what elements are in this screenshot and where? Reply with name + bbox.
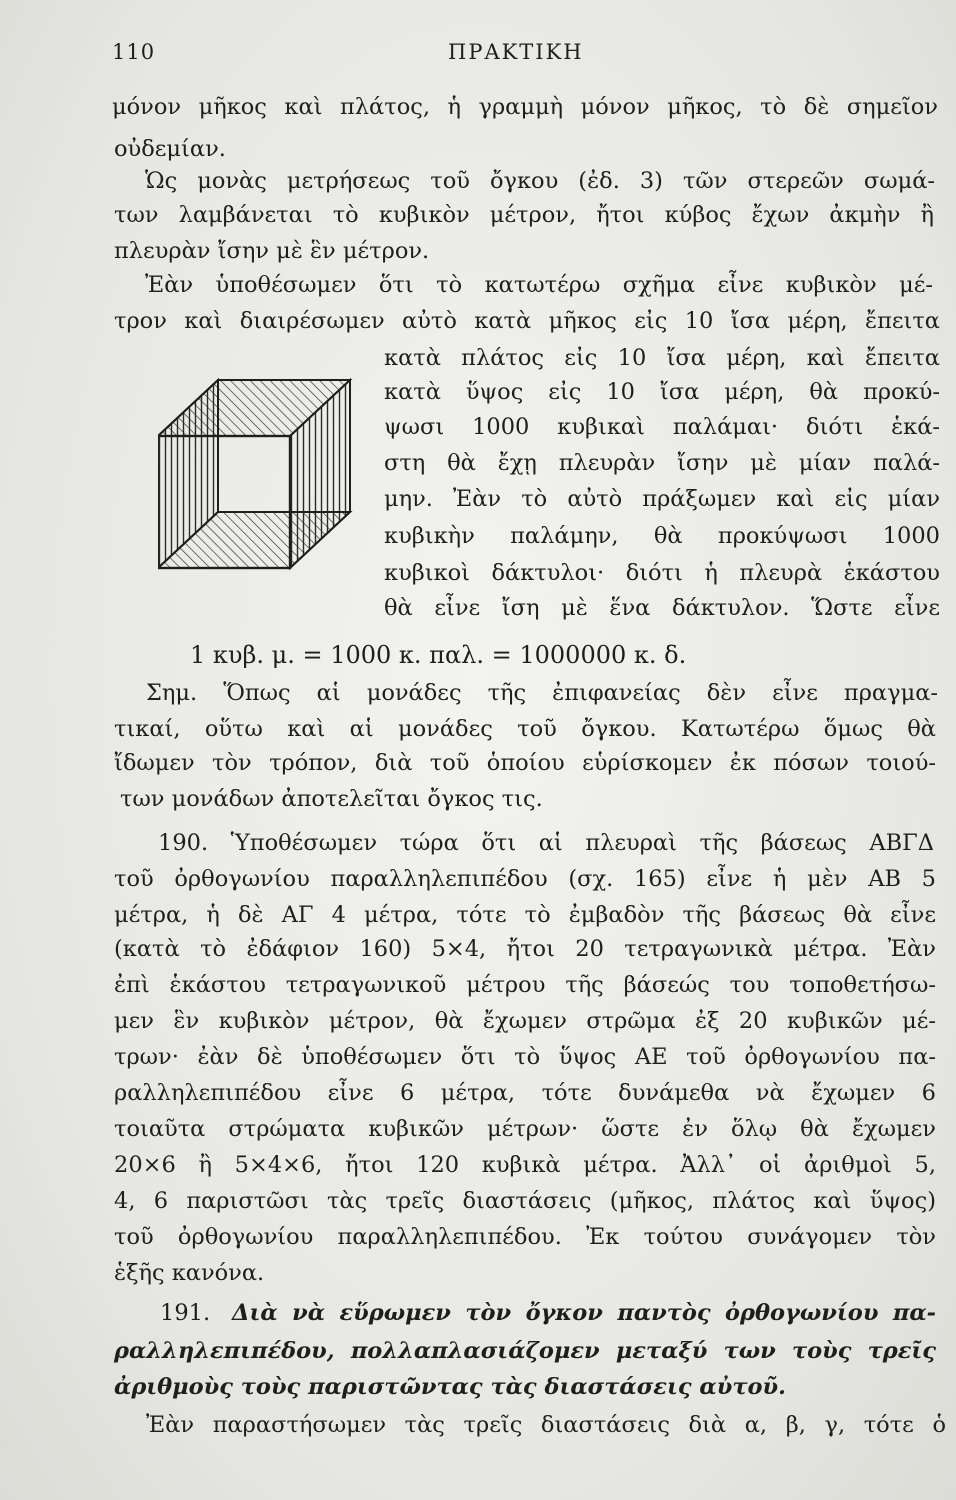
note-line-1: Σημ. Ὅπως αἱ μονάδες τῆς ἐπιφανείας δὲν εἶνε πραγμα- (146, 680, 938, 706)
text-line-6: Ἐὰν ὑποθέσωμεν ὅτι τὸ κατωτέρω σχῆμα εἶνε κυβικὸν μέ- (145, 272, 933, 298)
para-190-line-13: ἑξῆς κανόνα. (114, 1260, 265, 1286)
cube-figure (158, 368, 358, 608)
running-title: ΠΡΑΚΤΙΚΗ (448, 40, 584, 64)
para-190-line-8: ραλληλεπιπέδου εἶνε 6 μέτρα, τότε δυνάμεθα νὰ ἔχωμεν 6 (114, 1080, 936, 1106)
text-line-13: κυβικὴν παλάμην, θὰ προκύψωσι 1000 (384, 523, 940, 549)
para-190-line-9: τοιαῦτα στρώματα κυβικῶν μέτρων· ὥστε ἐν ὅλῳ θὰ ἔχωμεν (114, 1116, 936, 1142)
note-line-3: ἴδωμεν τὸν τρόπον, διὰ τοῦ ὁποίου εὑρίσκομεν ἐκ πόσων τοιού- (114, 750, 936, 776)
note-line-4: των μονάδων ἀποτελεῖται ὄγκος τις. (120, 786, 543, 812)
text-line-7: τρον καὶ διαιρέσωμεν αὐτὸ κατὰ μῆκος εἰς 10 ἴσα μέρη, ἔπειτα (114, 308, 940, 334)
text-line-5: πλευρὰν ἴσην μὲ ἓν μέτρον. (114, 238, 430, 264)
para-190-line-2: τοῦ ὀρθογωνίου παραλληλεπιπέδου (σχ. 165) εἶνε ἡ μὲν ΑΒ 5 (114, 866, 936, 892)
rule-line-1: Διὰ νὰ εὕρωμεν τὸν ὄγκον παντὸς ὀρθογωνίου πα- (232, 1300, 936, 1326)
text-line-2: οὐδεμίαν. (114, 136, 226, 162)
equation-line: 1 κυβ. μ. = 1000 κ. παλ. = 1000000 κ. δ. (190, 641, 687, 669)
last-line: Ἐὰν παραστήσωμεν τὰς τρεῖς διαστάσεις διὰ α, β, γ, τότε ὁ (146, 1412, 946, 1438)
para-190-line-7: τρων· ἐὰν δὲ ὑποθέσωμεν ὅτι τὸ ὕψος ΑΕ τοῦ ὀρθογωνίου πα- (114, 1044, 936, 1070)
page-header (0, 40, 956, 74)
para-190-line-5: ἐπὶ ἑκάστου τετραγωνικοῦ μέτρου τῆς βάσεώς του τοποθετήσω- (114, 972, 936, 998)
text-line-14: κυβικοὶ δάκτυλοι· διότι ἡ πλευρὰ ἑκάστου (384, 560, 940, 586)
text-line-10: ψωσι 1000 κυβικαὶ παλάμαι· διότι ἑκά- (384, 414, 940, 440)
text-line-15: θὰ εἶνε ἴση μὲ ἕνα δάκτυλον. Ὥστε εἶνε (384, 595, 940, 621)
text-line-11: στη θὰ ἔχῃ πλευρὰν ἴσην μὲ μίαν παλά- (384, 450, 940, 476)
page-number: 110 (112, 40, 156, 64)
note-line-2: τικαί, οὕτω καὶ αἱ μονάδες τοῦ ὄγκου. Κατωτέρω ὅμως θὰ (114, 716, 936, 742)
para-190-line-3: μέτρα, ἡ δὲ ΑΓ 4 μέτρα, τότε τὸ ἐμβαδὸν τῆς βάσεως θὰ εἶνε (114, 902, 936, 928)
para-190-line-6: μεν ἓν κυβικὸν μέτρον, θὰ ἔχωμεν στρῶμα ἐξ 20 κυβικῶν μέ- (114, 1008, 936, 1034)
para-191-number: 191. (160, 1300, 211, 1326)
text-line-4: των λαμβάνεται τὸ κυβικὸν μέτρον, ἤτοι κύβος ἔχων ἀκμὴν ἢ (114, 202, 934, 228)
text-line-1: μόνον μῆκος καὶ πλάτος, ἡ γραμμὴ μόνον μῆκος, τὸ δὲ σημεῖον (112, 94, 938, 120)
para-190-line-11: 4, 6 παριστῶσι τὰς τρεῖς διαστάσεις (μῆκος, πλάτος καὶ ὕψος) (114, 1188, 936, 1214)
para-190-line-10: 20×6 ἢ 5×4×6, ἤτοι 120 κυβικὰ μέτρα. Ἀλλ᾽ οἱ ἀριθμοὶ 5, (114, 1152, 936, 1178)
para-190-line-4: (κατὰ τὸ ἐδάφιον 160) 5×4, ἤτοι 20 τετραγωνικὰ μέτρα. Ἐὰν (114, 936, 936, 962)
para-190-line-1: 190. Ὑποθέσωμεν τώρα ὅτι αἱ πλευραὶ τῆς βάσεως ΑΒΓΔ (158, 830, 934, 856)
text-line-12: μην. Ἐὰν τὸ αὐτὸ πράξωμεν καὶ εἰς μίαν (384, 486, 940, 512)
rule-line-3: ἀριθμοὺς τοὺς παριστῶντας τὰς διαστάσεις αὐτοῦ. (114, 1374, 786, 1400)
rule-line-2: ραλληλεπιπέδου, πολλαπλασιάζομεν μεταξύ των τοὺς τρεῖς (114, 1338, 936, 1364)
text-line-8: κατὰ πλάτος εἰς 10 ἴσα μέρη, καὶ ἔπειτα (384, 345, 940, 371)
para-190-line-12: τοῦ ὀρθογωνίου παραλληλεπιπέδου. Ἐκ τούτου συνάγομεν τὸν (114, 1224, 936, 1250)
text-line-3: Ὡς μονὰς μετρήσεως τοῦ ὄγκου (ἐδ. 3) τῶν στερεῶν σωμά- (145, 168, 935, 194)
text-line-9: κατὰ ὕψος εἰς 10 ἴσα μέρη, θὰ προκύ- (384, 379, 940, 405)
